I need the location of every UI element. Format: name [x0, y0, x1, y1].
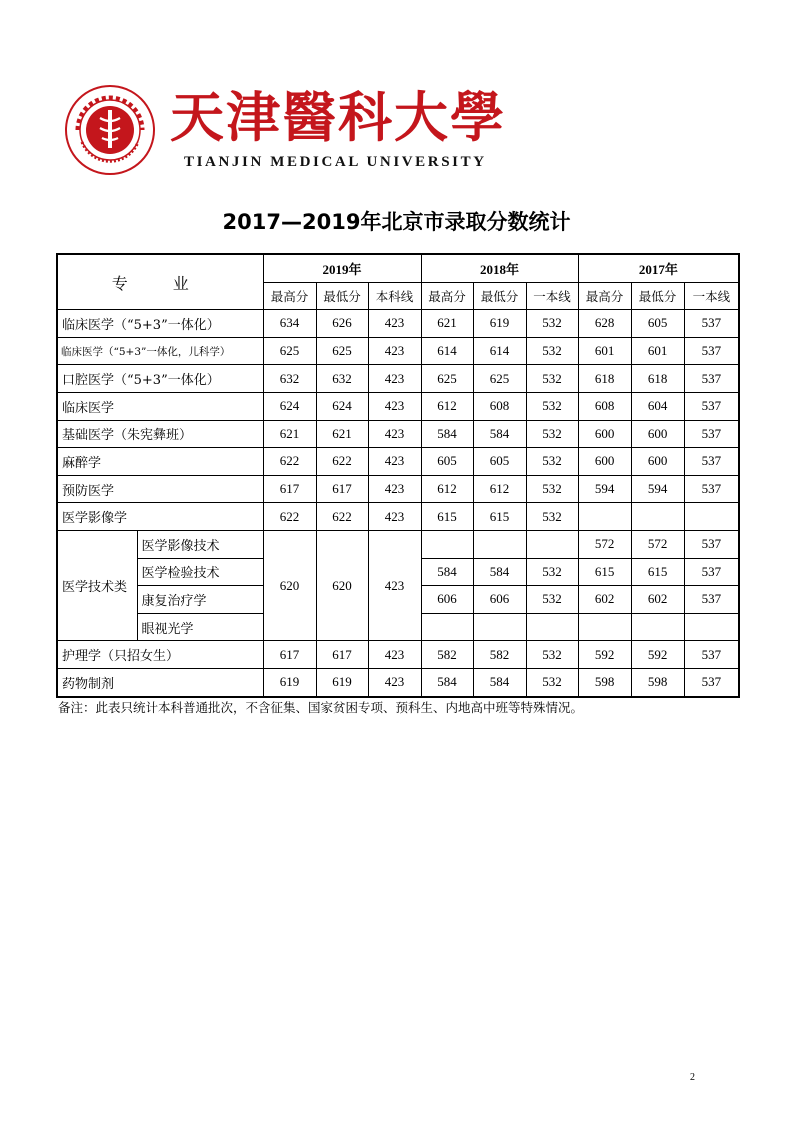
score-cell: 606: [421, 586, 473, 614]
score-cell: 572: [578, 530, 631, 558]
score-cell: 605: [631, 310, 684, 338]
score-cell: 615: [421, 503, 473, 531]
score-cell: 582: [473, 641, 526, 669]
score-cell: [473, 530, 526, 558]
score-cell: [631, 503, 684, 531]
score-cell: [421, 613, 473, 641]
sub-header: 最高分: [263, 282, 316, 310]
score-cell: 622: [263, 503, 316, 531]
major-name-cell: 临床医学（“5+3”一体化）: [57, 310, 263, 338]
sub-header: 最低分: [473, 282, 526, 310]
score-cell: [684, 503, 739, 531]
score-cell: 584: [473, 668, 526, 696]
score-cell: 537: [684, 530, 739, 558]
major-name-cell: 医学影像学: [57, 503, 263, 531]
score-cell: 532: [526, 337, 578, 365]
score-cell: 625: [316, 337, 368, 365]
score-cell: 622: [316, 503, 368, 531]
score-cell: 584: [473, 558, 526, 586]
sub-major-name-cell: 康复治疗学: [137, 586, 263, 614]
score-cell: 537: [684, 668, 739, 696]
score-cell: 625: [421, 365, 473, 393]
page-number: 2: [690, 1072, 695, 1083]
score-cell: [421, 530, 473, 558]
score-cell: 423: [368, 337, 421, 365]
score-cell: 423: [368, 392, 421, 420]
university-name-cn: 天津醫科大學: [170, 85, 506, 149]
score-cell: 584: [473, 420, 526, 448]
score-cell: 532: [526, 668, 578, 696]
table-row: [57, 365, 739, 393]
score-cell: 532: [526, 392, 578, 420]
score-cell: 423: [368, 641, 421, 669]
score-cell: 423: [368, 475, 421, 503]
table-row: [57, 448, 739, 476]
score-cell: 594: [631, 475, 684, 503]
sub-major-name-cell: 眼视光学: [137, 613, 263, 641]
major-name-cell: 基础医学（朱宪彝班）: [57, 420, 263, 448]
score-cell: 612: [473, 475, 526, 503]
score-cell: 605: [421, 448, 473, 476]
score-cell: 604: [631, 392, 684, 420]
year-header: 2017年: [578, 254, 739, 282]
score-cell: 634: [263, 310, 316, 338]
score-cell: 619: [263, 668, 316, 696]
score-cell: 619: [316, 668, 368, 696]
score-cell: 584: [421, 558, 473, 586]
score-cell: 582: [421, 641, 473, 669]
score-cell: 602: [631, 586, 684, 614]
score-cell: 617: [263, 641, 316, 669]
score-cell: 620: [316, 530, 368, 640]
table-row: [57, 310, 739, 338]
sub-header: 最低分: [631, 282, 684, 310]
score-cell: 625: [473, 365, 526, 393]
major-name-cell: 临床医学: [57, 392, 263, 420]
score-cell: [526, 530, 578, 558]
score-cell: 532: [526, 365, 578, 393]
sub-major-name-cell: 医学检验技术: [137, 558, 263, 586]
score-cell: 619: [473, 310, 526, 338]
score-cell: 537: [684, 337, 739, 365]
score-cell: 532: [526, 310, 578, 338]
score-cell: 608: [473, 392, 526, 420]
score-cell: 622: [263, 448, 316, 476]
score-cell: 628: [578, 310, 631, 338]
score-cell: 602: [578, 586, 631, 614]
score-cell: 600: [631, 448, 684, 476]
sub-header: 本科线: [368, 282, 421, 310]
score-cell: 598: [578, 668, 631, 696]
score-cell: 605: [473, 448, 526, 476]
score-cell: 537: [684, 641, 739, 669]
major-name-cell: 口腔医学（“5+3”一体化）: [57, 365, 263, 393]
score-cell: 632: [263, 365, 316, 393]
score-cell: 423: [368, 530, 421, 640]
score-cell: 601: [578, 337, 631, 365]
score-cell: 625: [263, 337, 316, 365]
score-cell: 617: [316, 641, 368, 669]
table-row: [57, 503, 739, 531]
footnote: 备注：此表只统计本科普通批次，不含征集、国家贫困专项、预科生、内地高中班等特殊情况。: [58, 700, 584, 715]
score-cell: 608: [578, 392, 631, 420]
major-name-cell: 麻醉学: [57, 448, 263, 476]
score-cell: [473, 613, 526, 641]
score-cell: 612: [421, 475, 473, 503]
score-cell: 537: [684, 392, 739, 420]
admission-score-table: [56, 253, 740, 698]
score-cell: 612: [421, 392, 473, 420]
score-cell: 614: [421, 337, 473, 365]
table-row: [57, 641, 739, 669]
score-cell: 532: [526, 503, 578, 531]
score-cell: 624: [316, 392, 368, 420]
table-row: [57, 337, 739, 365]
score-cell: 624: [263, 392, 316, 420]
score-cell: 423: [368, 365, 421, 393]
score-cell: 537: [684, 586, 739, 614]
score-cell: 620: [263, 530, 316, 640]
score-cell: 601: [631, 337, 684, 365]
major-group-cell: 医学技术类: [57, 530, 137, 640]
score-cell: 423: [368, 668, 421, 696]
table-row: [57, 420, 739, 448]
sub-header: 最低分: [316, 282, 368, 310]
sub-header: 最高分: [578, 282, 631, 310]
score-cell: [578, 503, 631, 531]
score-cell: 423: [368, 310, 421, 338]
page-title: 2017—2019年北京市录取分数统计: [222, 210, 571, 234]
score-cell: 592: [631, 641, 684, 669]
score-cell: 615: [473, 503, 526, 531]
score-cell: [684, 613, 739, 641]
major-name-cell: 护理学（只招女生）: [57, 641, 263, 669]
score-cell: 584: [421, 668, 473, 696]
score-cell: 618: [578, 365, 631, 393]
score-cell: 532: [526, 558, 578, 586]
score-cell: 537: [684, 448, 739, 476]
year-header: 2019年: [263, 254, 421, 282]
score-cell: 532: [526, 586, 578, 614]
score-cell: 600: [631, 420, 684, 448]
score-cell: 621: [421, 310, 473, 338]
score-cell: [578, 613, 631, 641]
score-cell: 537: [684, 475, 739, 503]
score-cell: 617: [316, 475, 368, 503]
score-cell: 537: [684, 365, 739, 393]
score-cell: 532: [526, 448, 578, 476]
score-cell: 537: [684, 310, 739, 338]
score-cell: [631, 613, 684, 641]
sub-header: 最高分: [421, 282, 473, 310]
score-cell: 594: [578, 475, 631, 503]
score-cell: 584: [421, 420, 473, 448]
table-body: [57, 310, 739, 697]
year-header: 2018年: [421, 254, 578, 282]
score-cell: 621: [263, 420, 316, 448]
score-cell: 632: [316, 365, 368, 393]
score-cell: 537: [684, 420, 739, 448]
score-cell: 572: [631, 530, 684, 558]
score-cell: 606: [473, 586, 526, 614]
score-cell: 592: [578, 641, 631, 669]
score-cell: 537: [684, 558, 739, 586]
score-cell: [526, 613, 578, 641]
score-cell: 617: [263, 475, 316, 503]
table-row: [57, 530, 739, 558]
score-cell: 423: [368, 448, 421, 476]
table-row: [57, 475, 739, 503]
score-cell: 615: [578, 558, 631, 586]
score-cell: 532: [526, 420, 578, 448]
major-name-cell: 药物制剂: [57, 668, 263, 696]
score-cell: 423: [368, 420, 421, 448]
score-cell: 626: [316, 310, 368, 338]
major-column-header: 专 业: [57, 254, 263, 310]
major-name-cell: 临床医学（“5+3”一体化，儿科学）: [57, 337, 263, 365]
score-cell: 600: [578, 420, 631, 448]
university-seal-icon: [64, 84, 156, 176]
university-name-en: TIANJIN MEDICAL UNIVERSITY: [184, 154, 487, 170]
score-cell: 600: [578, 448, 631, 476]
score-cell: 618: [631, 365, 684, 393]
score-cell: 532: [526, 641, 578, 669]
sub-header: 一本线: [526, 282, 578, 310]
score-cell: 622: [316, 448, 368, 476]
sub-major-name-cell: 医学影像技术: [137, 530, 263, 558]
university-header: [64, 84, 524, 174]
score-cell: 615: [631, 558, 684, 586]
year-header-row: [57, 254, 739, 282]
score-cell: 621: [316, 420, 368, 448]
table-row: [57, 668, 739, 696]
score-cell: 423: [368, 503, 421, 531]
table-row: [57, 392, 739, 420]
score-cell: 532: [526, 475, 578, 503]
score-cell: 614: [473, 337, 526, 365]
score-cell: 598: [631, 668, 684, 696]
sub-header: 一本线: [684, 282, 739, 310]
major-name-cell: 预防医学: [57, 475, 263, 503]
